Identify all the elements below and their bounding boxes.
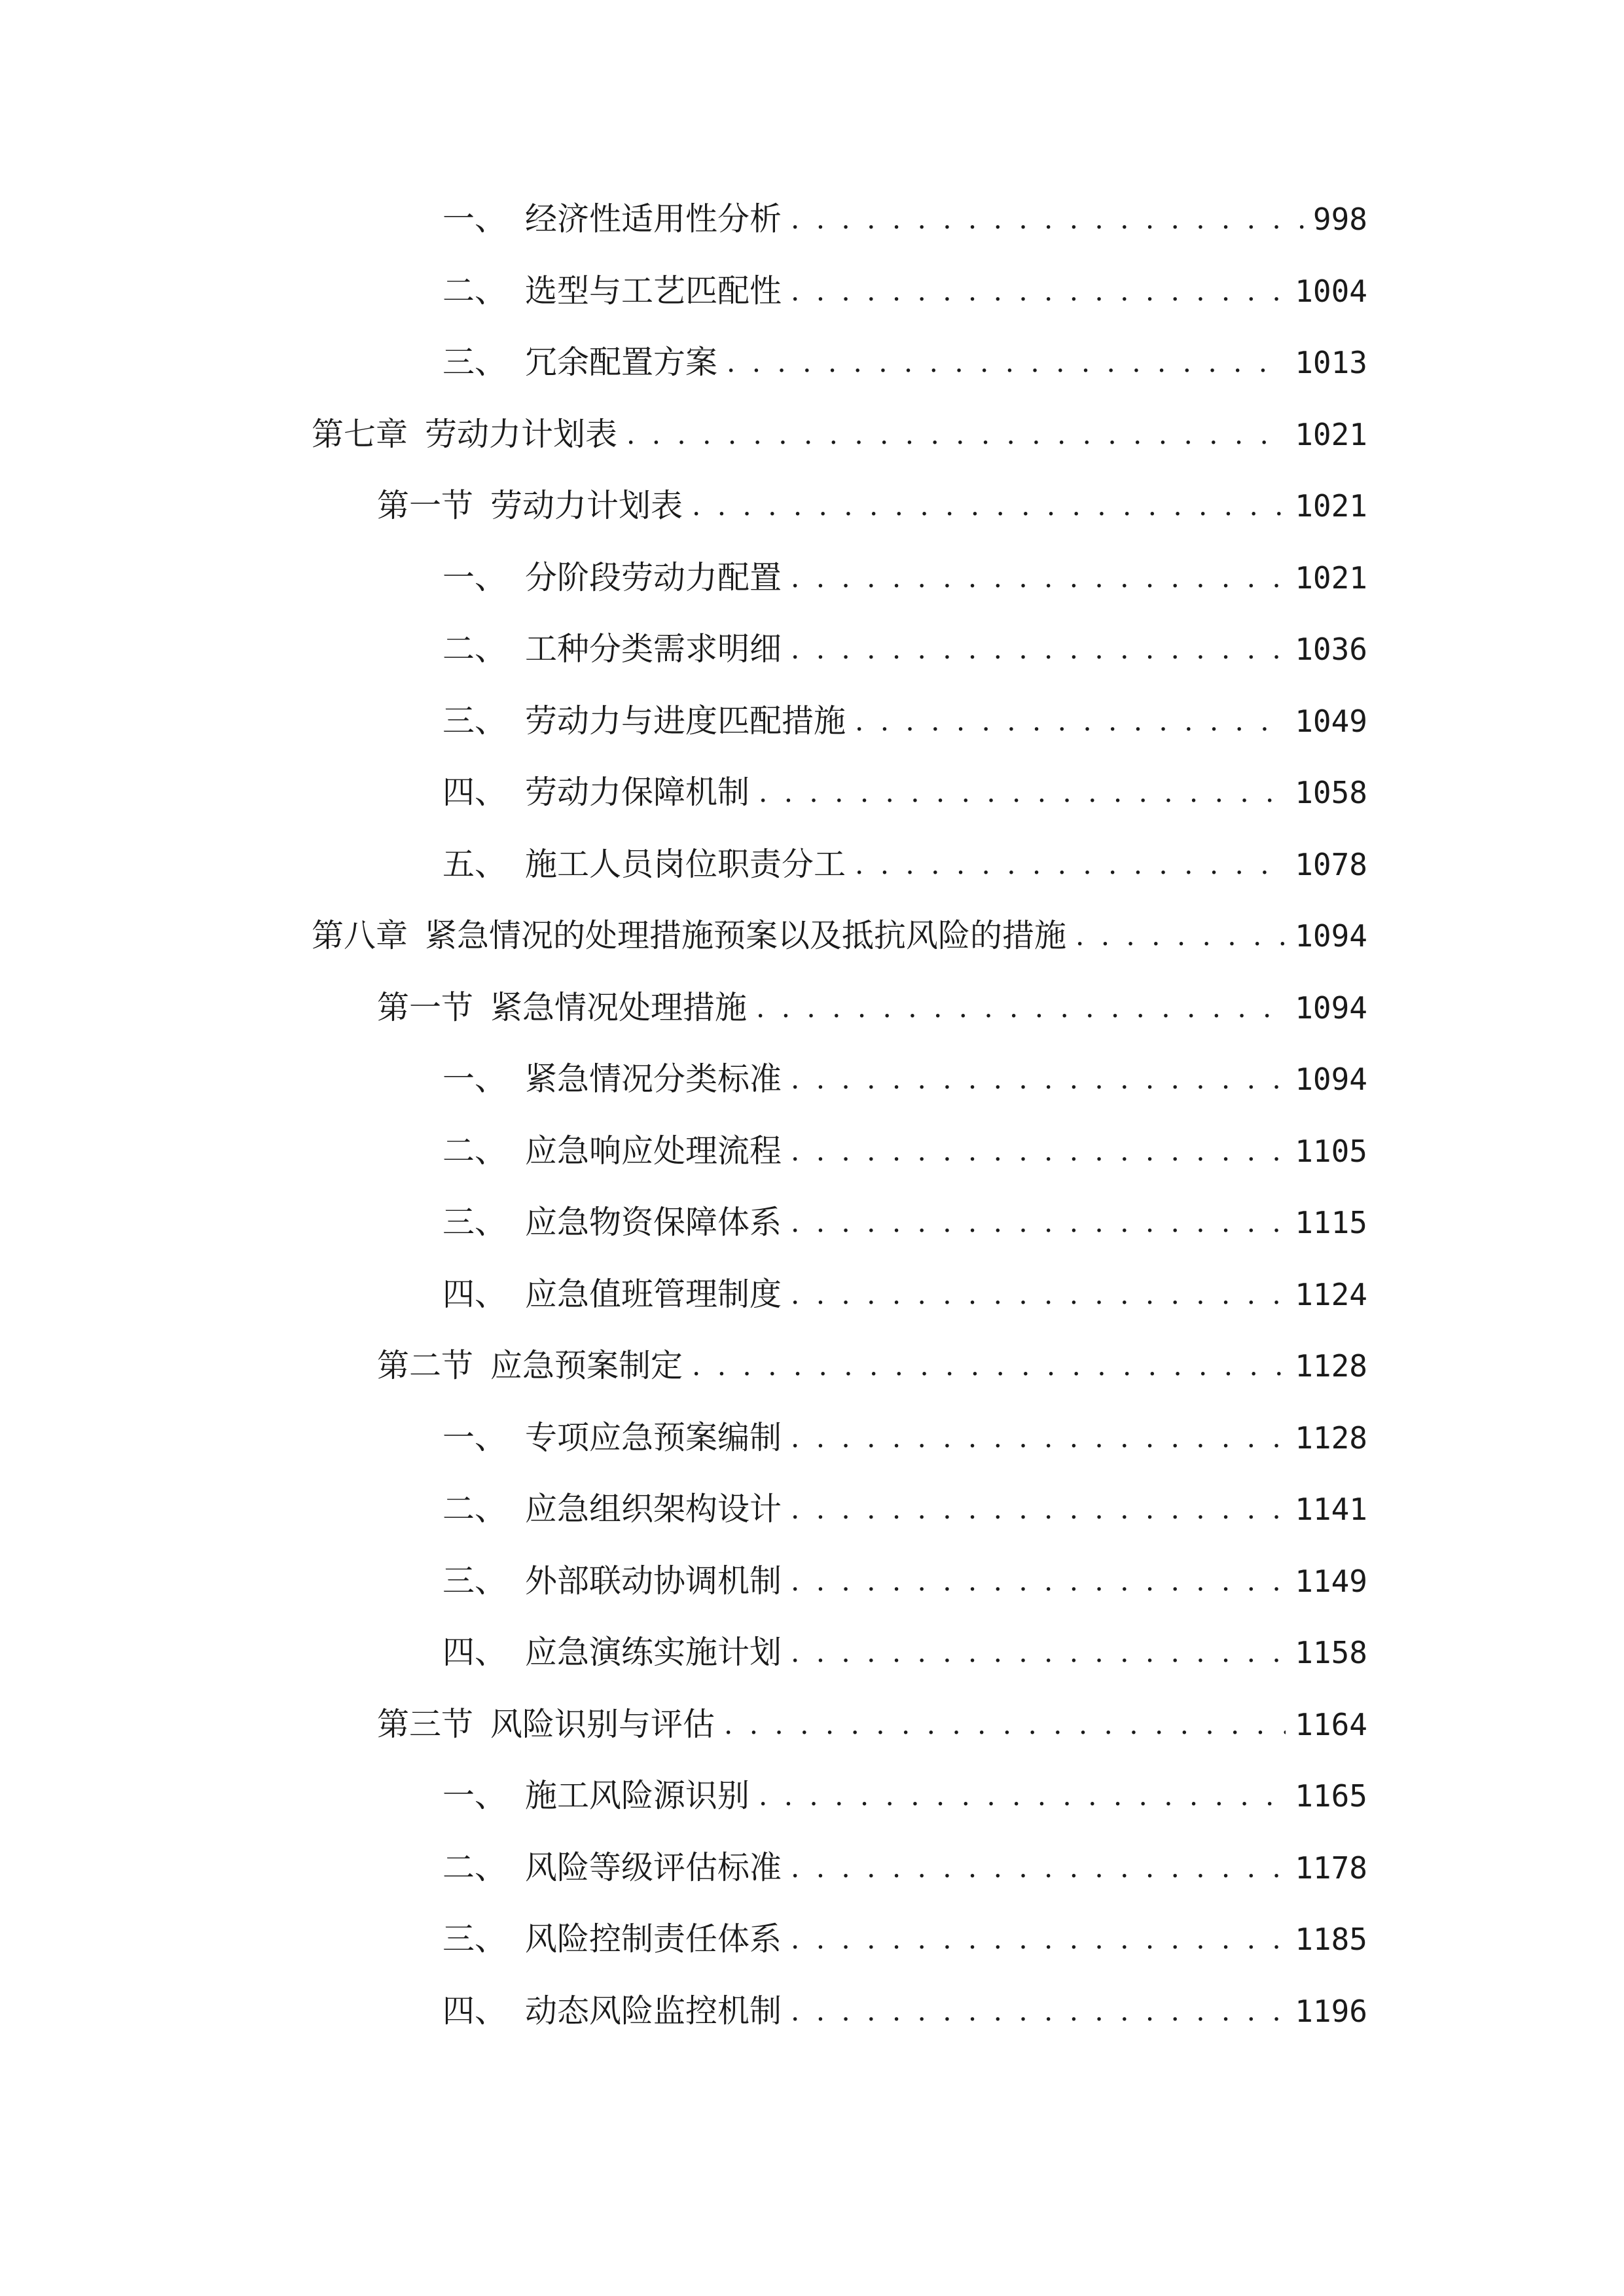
toc-entry-page: 1165 <box>1295 1778 1367 1814</box>
toc-entry-number: 三、 <box>442 1562 507 1600</box>
toc-entry-title: 应急物资保障体系 <box>525 1204 782 1241</box>
toc-entry-page: 998 <box>1312 202 1367 237</box>
toc-entry-number: 第三节 <box>377 1706 474 1743</box>
toc-entry-title: 动态风险监控机制 <box>525 1992 782 2030</box>
toc-dot-leader <box>791 1056 1286 1102</box>
toc-entry-page: 1013 <box>1295 345 1367 380</box>
toc-entry-number: 三、 <box>442 1920 507 1958</box>
toc-dot-leader <box>791 1128 1286 1174</box>
toc-entry-number: 第二节 <box>377 1347 474 1384</box>
toc-entry-title: 冗余配置方案 <box>525 344 718 381</box>
toc-entry-title: 紧急情况处理措施 <box>490 989 748 1026</box>
toc-dot-leader <box>791 1845 1286 1891</box>
toc-entry-page: 1105 <box>1295 1134 1367 1169</box>
toc-entry[interactable] <box>442 1558 1367 1604</box>
toc-entry-number: 一、 <box>442 559 507 596</box>
toc-entry-page: 1021 <box>1295 560 1367 596</box>
toc-section-entry[interactable] <box>377 483 1367 529</box>
toc-dot-leader <box>759 1773 1286 1819</box>
toc-entry-title: 应急值班管理制度 <box>525 1276 782 1313</box>
toc-entry-title: 劳动力与进度匹配措施 <box>525 702 846 740</box>
toc-dot-leader <box>1075 913 1286 959</box>
toc-dot-leader <box>791 268 1286 314</box>
toc-entry-number: 第七章 <box>312 416 408 453</box>
toc-entry[interactable] <box>442 1486 1367 1532</box>
toc-entry-page: 1036 <box>1295 632 1367 667</box>
toc-dot-leader <box>791 626 1286 672</box>
toc-entry-number: 一、 <box>442 1419 507 1456</box>
toc-entry-number: 四、 <box>442 774 507 811</box>
toc-entry-title: 应急响应处理流程 <box>525 1132 782 1170</box>
toc-entry-title: 工种分类需求明细 <box>525 630 782 668</box>
toc-entry-number: 第一节 <box>377 989 474 1026</box>
toc-entry[interactable] <box>442 1056 1367 1102</box>
toc-entry[interactable] <box>442 268 1367 314</box>
toc-dot-leader <box>724 1702 1286 1748</box>
toc-dot-leader <box>855 698 1286 744</box>
toc-entry-page: 1128 <box>1295 1420 1367 1456</box>
toc-entry-page: 1141 <box>1295 1492 1367 1527</box>
toc-entry-number: 一、 <box>442 1777 507 1814</box>
toc-entry-title: 选型与工艺匹配性 <box>525 272 782 310</box>
toc-entry-title: 劳动力计划表 <box>425 416 618 453</box>
toc-entry-page: 1094 <box>1295 990 1367 1026</box>
toc-entry-title: 应急组织架构设计 <box>525 1490 782 1528</box>
toc-entry-title: 施工人员岗位职责分工 <box>525 846 846 883</box>
toc-entry-title: 经济性适用性分析 <box>525 200 782 238</box>
toc-entry[interactable] <box>442 1200 1367 1246</box>
toc-entry-page: 1078 <box>1295 847 1367 882</box>
toc-dot-leader <box>791 1272 1286 1318</box>
toc-dot-leader <box>692 1343 1286 1389</box>
toc-entry-page: 1021 <box>1295 417 1367 452</box>
toc-entry[interactable] <box>442 196 1367 242</box>
toc-entry-number: 四、 <box>442 1992 507 2030</box>
toc-entry-number: 二、 <box>442 1132 507 1170</box>
toc-entry-title: 风险等级评估标准 <box>525 1849 782 1886</box>
toc-entry-page: 1124 <box>1295 1277 1367 1312</box>
toc-entry-number: 四、 <box>442 1634 507 1671</box>
toc-entry[interactable] <box>442 1773 1367 1819</box>
toc-entry-page: 1196 <box>1295 1994 1367 2029</box>
toc-dot-leader <box>791 555 1286 601</box>
toc-entry-page: 1021 <box>1295 488 1367 524</box>
toc-entry[interactable] <box>442 1845 1367 1891</box>
toc-entry-number: 四、 <box>442 1276 507 1313</box>
toc-dot-leader <box>756 985 1286 1031</box>
toc-entry[interactable] <box>442 842 1367 888</box>
toc-entry-number: 五、 <box>442 846 507 883</box>
toc-entry-page: 1094 <box>1295 918 1367 954</box>
toc-entry-number: 二、 <box>442 1490 507 1528</box>
toc-chapter-entry[interactable] <box>312 412 1367 457</box>
toc-dot-leader <box>727 340 1286 386</box>
toc-entry[interactable] <box>442 1916 1367 1962</box>
toc-entry-number: 三、 <box>442 702 507 740</box>
toc-entry-title: 专项应急预案编制 <box>525 1419 782 1456</box>
toc-entry-page: 1128 <box>1295 1348 1367 1384</box>
toc-entry-title: 风险控制责任体系 <box>525 1920 782 1958</box>
toc-entry[interactable] <box>442 626 1367 672</box>
toc-entry[interactable] <box>442 770 1367 816</box>
toc-dot-leader <box>791 1558 1286 1604</box>
toc-entry-page: 1115 <box>1295 1205 1367 1240</box>
toc-entry-page: 1149 <box>1295 1564 1367 1599</box>
toc-entry-title: 劳动力保障机制 <box>525 774 750 811</box>
toc-dot-leader <box>791 1630 1286 1676</box>
toc-dot-leader <box>791 1486 1286 1532</box>
toc-entry-title: 紧急情况分类标准 <box>525 1060 782 1098</box>
toc-entry-number: 一、 <box>442 200 507 238</box>
toc-section-entry[interactable] <box>377 1702 1367 1748</box>
toc-entry[interactable] <box>442 555 1367 601</box>
toc-entry-page: 1094 <box>1295 1062 1367 1097</box>
toc-entry-page: 1164 <box>1295 1707 1367 1742</box>
toc-entry-number: 三、 <box>442 344 507 381</box>
toc-entry-number: 第一节 <box>377 487 474 524</box>
toc-entry[interactable] <box>442 1272 1367 1318</box>
toc-entry-number: 二、 <box>442 630 507 668</box>
toc-entry-title: 施工风险源识别 <box>525 1777 750 1814</box>
toc-dot-leader <box>759 770 1286 816</box>
toc-dot-leader <box>791 196 1304 242</box>
toc-entry-number: 二、 <box>442 1849 507 1886</box>
toc-section-entry[interactable] <box>377 985 1367 1031</box>
toc-entry-title: 外部联动协调机制 <box>525 1562 782 1600</box>
toc-entry-title: 分阶段劳动力配置 <box>525 559 782 596</box>
toc-entry-number: 第八章 <box>312 917 408 954</box>
toc-entry-number: 三、 <box>442 1204 507 1241</box>
toc-entry-number: 二、 <box>442 272 507 310</box>
toc-entry-page: 1178 <box>1295 1850 1367 1886</box>
toc-entry-title: 应急预案制定 <box>490 1347 683 1384</box>
toc-entry-page: 1158 <box>1295 1635 1367 1670</box>
toc-entry-title: 应急演练实施计划 <box>525 1634 782 1671</box>
toc-dot-leader <box>791 1988 1286 2034</box>
toc-dot-leader <box>791 1200 1286 1246</box>
toc-entry[interactable] <box>442 1630 1367 1676</box>
toc-dot-leader <box>791 1916 1286 1962</box>
toc-entry-title: 风险识别与评估 <box>490 1706 715 1743</box>
toc-dot-leader <box>791 1415 1286 1461</box>
toc-entry[interactable] <box>442 698 1367 744</box>
toc-entry-title: 紧急情况的处理措施预案以及抵抗风险的措施 <box>425 917 1067 954</box>
toc-entry-page: 1004 <box>1295 274 1367 309</box>
toc-entry[interactable] <box>442 1988 1367 2034</box>
toc-entry-page: 1185 <box>1295 1922 1367 1957</box>
toc-chapter-entry[interactable] <box>312 913 1367 959</box>
toc-dot-leader <box>855 842 1286 888</box>
toc-entry[interactable] <box>442 1415 1367 1461</box>
toc-entry-page: 1058 <box>1295 775 1367 810</box>
toc-entry-page: 1049 <box>1295 704 1367 739</box>
toc-entry-title: 劳动力计划表 <box>490 487 683 524</box>
toc-entry-number: 一、 <box>442 1060 507 1098</box>
toc-dot-leader <box>692 483 1286 529</box>
toc-entry[interactable] <box>442 1128 1367 1174</box>
toc-dot-leader <box>626 412 1286 457</box>
toc-section-entry[interactable] <box>377 1343 1367 1389</box>
toc-entry[interactable] <box>442 340 1367 386</box>
